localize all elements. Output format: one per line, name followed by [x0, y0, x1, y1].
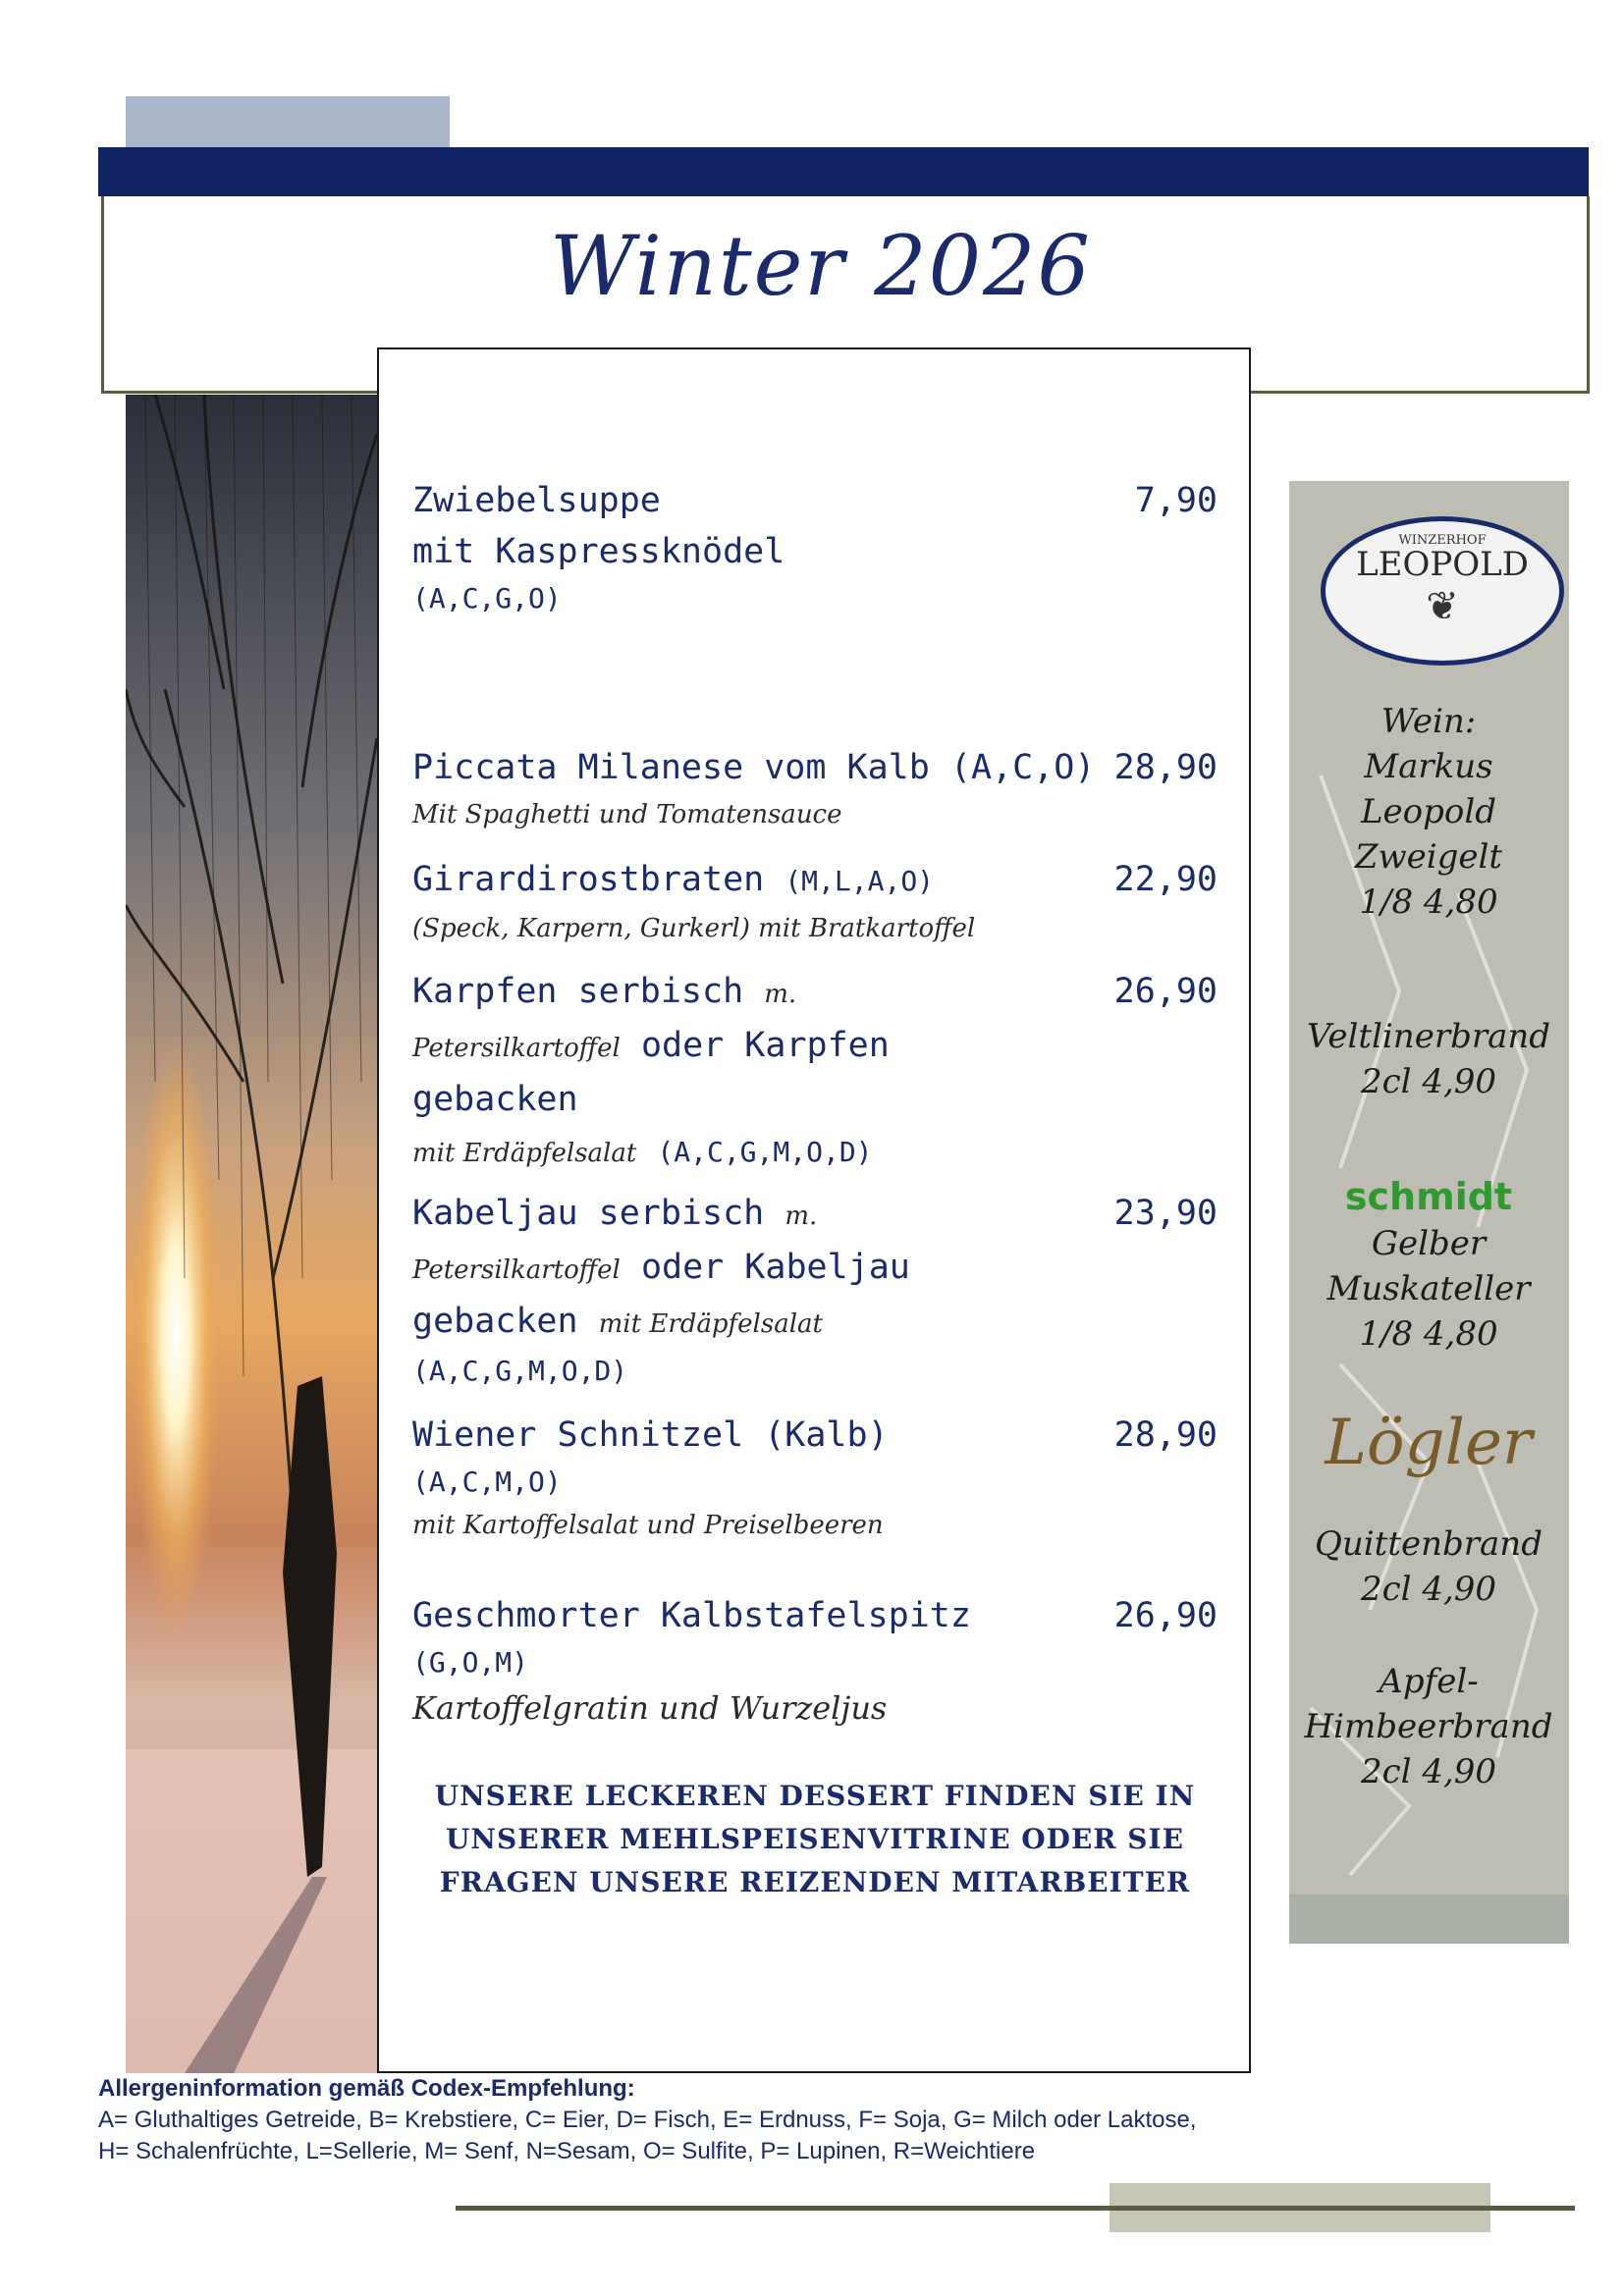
winter-sunset-photo — [126, 395, 377, 2073]
allergen-line-1: A= Gluthaltiges Getreide, B= Krebstiere, C= Eier, D= Fisch, E= Erdnuss, F= Soja, G= Milch oder Laktose, — [98, 2107, 1197, 2133]
menu-item-karpfen: Karpfen serbisch m. Petersilkartoffel oder Karpfen gebacken mit Erdäpfelsalat (A,C,G,M,O,D) 26,90 — [412, 966, 1218, 1179]
menu-item-girardirostbraten: Girardirostbraten (M,L,A,O) (Speck, Karpern, Gurkerl) mit Bratkartoffel 22,90 — [412, 854, 1218, 950]
schmidt-brand: schmidt — [1344, 1175, 1513, 1218]
loegler-logo: Lögler — [1325, 1407, 1533, 1479]
price: 28,90 — [1113, 748, 1218, 787]
dessert-note: UNSERE LECKEREN DESSERT FINDEN SIE IN UNSERER MEHLSPEISENVITRINE ODER SIE FRAGEN UNSERE REIZENDEN MITARBEITER — [434, 1780, 1196, 1898]
page-title: Winter 2026 — [550, 218, 1092, 314]
quittenbrand-text: Quittenbrand 2cl 4,90 — [1315, 1524, 1543, 1609]
price: 26,90 — [1113, 972, 1218, 1011]
footer-line — [456, 2206, 1575, 2211]
apfel-himbeerbrand-text: Apfel- Himbeerbrand 2cl 4,90 — [1304, 1662, 1553, 1791]
header-accent-tab — [126, 96, 450, 149]
veltlinerbrand-text: Veltlinerbrand 2cl 4,90 — [1306, 1017, 1551, 1101]
price: 26,90 — [1113, 1596, 1218, 1635]
menu-item-zwiebelsuppe: Zwiebelsuppe mit Kaspressknödel (A,C,G,O) 7,90 — [412, 475, 1218, 620]
gelber-muskateller-text: Gelber Muskateller 1/8 4,80 — [1326, 1224, 1531, 1354]
menu-item-kalbstafelspitz: Geschmorter Kalbstafelspitz (G,O,M) Kartoffelgratin und Wurzeljus 26,90 — [412, 1590, 1218, 1732]
price: 22,90 — [1113, 860, 1218, 899]
price: 7,90 — [1134, 481, 1218, 520]
menu-item-wiener-schnitzel: Wiener Schnitzel (Kalb) (A,C,M,O) mit Kartoffelsalat und Preiselbeeren 28,90 — [412, 1410, 1218, 1547]
wine-recommendation-panel — [1281, 481, 1576, 1953]
wine-leopold-text: Wein: Markus Leopold Zweigelt 1/8 4,80 — [1354, 702, 1503, 922]
menu-item-piccata: Piccata Milanese vom Kalb (A,C,O) Mit Spaghetti und Tomatensauce 28,90 — [412, 742, 1218, 836]
allergen-line-2: H= Schalenfrüchte, L=Sellerie, M= Senf, N=Sesam, O= Sulfite, P= Lupinen, R=Weichtiere — [98, 2138, 1036, 2164]
winzerhof-leopold-logo: WINZERHOF LEOPOLD ❦ — [1321, 516, 1564, 666]
price: 28,90 — [1113, 1415, 1218, 1455]
allergen-info — [98, 2073, 1522, 2167]
header-bar — [98, 147, 1589, 196]
grape-icon: ❦ — [1426, 584, 1459, 629]
allergen-title: Allergeninformation gemäß Codex-Empfehlung: — [98, 2075, 635, 2102]
price: 23,90 — [1113, 1194, 1218, 1233]
menu-item-kabeljau: Kabeljau serbisch m. Petersilkartoffel oder Kabeljau gebacken mit Erdäpfelsalat (A,C,G,M,O,D) 23,90 — [412, 1188, 1218, 1393]
